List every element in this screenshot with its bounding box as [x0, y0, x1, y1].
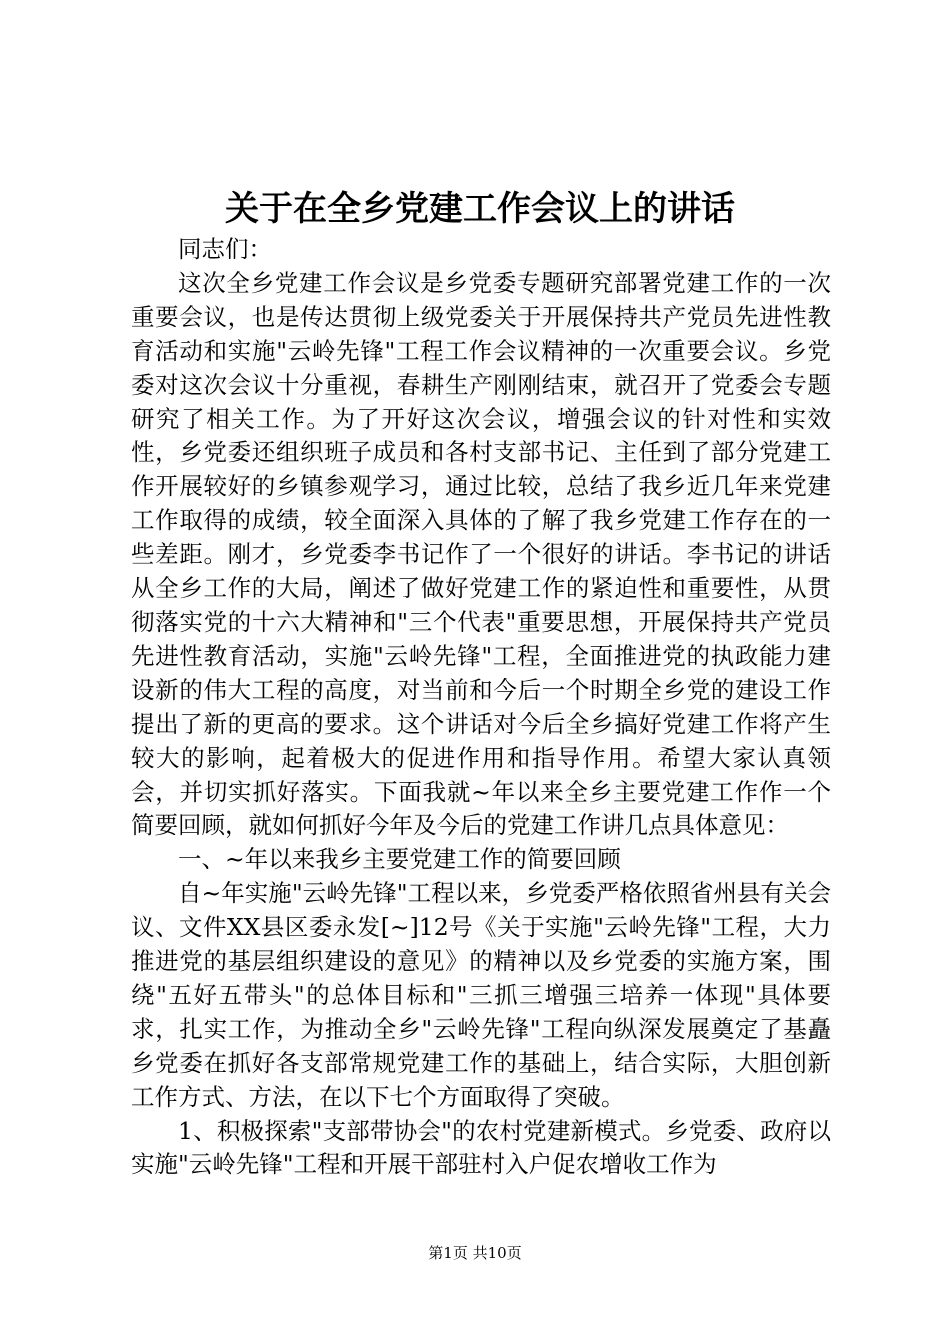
paragraph-intro: 这次全乡党建工作会议是乡党委专题研究部署党建工作的一次重要会议，也是传达贯彻上级党委关于开展保持共产党员先进性教育活动和实施"云岭先锋"工程工作会议精神的一次重要会议。乡党委对这次会议十分重视，春耕生产刚刚结束，就召开了党委会专题研究了相关工作。为了开好这次会议，增强会议的针对性和实效性，乡党委还组织班子成员和各村支部书记、主任到了部分党建工作开展较好的乡镇参观学习，通过比较，总结了我乡近几年来党建工作取得的成绩，较全面深入具体的了解了我乡党建工作存在的一些差距。刚才，乡党委李书记作了一个很好的讲话。李书记的讲话从全乡工作的大局，阐述了做好党建工作的紧迫性和重要性，从贯彻落实党的十六大精神和"三个代表"重要思想，开展保持共产党员先进性教育活动，实施"云岭先锋"工程，全面推进党的执政能力建设新的伟大工程的高度，对当前和今后一个时期全乡党的建设工作提出了新的更高的要求。这个讲话对今后全乡搞好党建工作将产生较大的影响，起着极大的促进作用和指导作用。希望大家认真领会，并切实抓好落实。下面我就~年以来全乡主要党建工作作一个简要回顾，就如何抓好今年及今后的党建工作讲几点具体意见：	[131, 268, 831, 840]
page-footer: 第1页 共10页	[428, 1244, 522, 1262]
document-body	[131, 233, 831, 1182]
paragraph-item-1: 1、积极探索"支部带协会"的农村党建新模式。乡党委、政府以实施"云岭先锋"工程和开展干部驻村入户促农增收工作为	[131, 1116, 831, 1179]
section-heading: 一、~年以来我乡主要党建工作的简要回顾	[178, 845, 621, 874]
document-title: 关于在全乡党建工作会议上的讲话	[225, 189, 735, 229]
paragraph-review: 自~年实施"云岭先锋"工程以来，乡党委严格依照省州县有关会议、文件XX县区委永发[~]12号《关于实施"云岭先锋"工程，大力推进党的基层组织建设的意见》的精神以及乡党委的实施方案，围绕"五好五带头"的总体目标和"三抓三增强三培养一体现"具体要求，扎实工作，为推动全乡"云岭先锋"工程向纵深发展奠定了基矗乡党委在抓好各支部常规党建工作的基础上，结合实际，大胆创新工作方式、方法，在以下七个方面取得了突破。	[131, 879, 831, 1111]
salutation: 同志们：	[178, 235, 272, 263]
